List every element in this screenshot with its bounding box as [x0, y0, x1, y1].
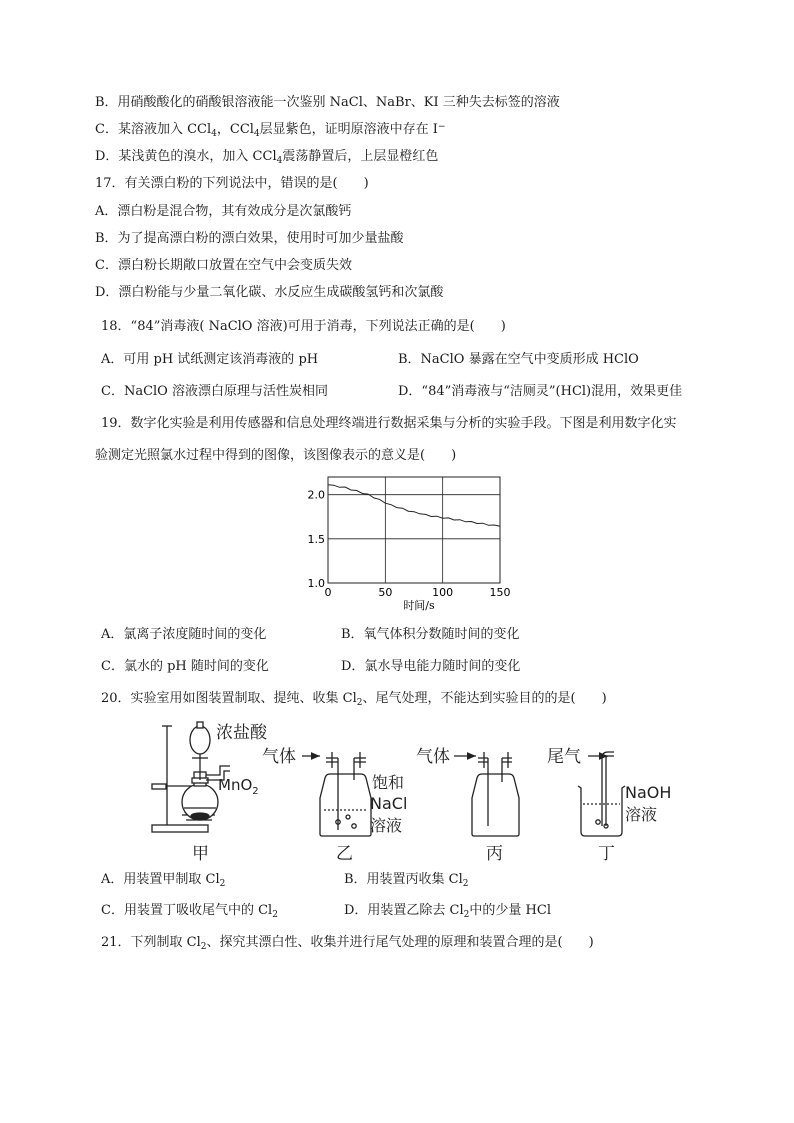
- label-bing: 丙: [486, 844, 503, 864]
- q17-option-a: A．漂白粉是混合物，其有效成分是次氯酸钙: [95, 204, 352, 219]
- q19-option-a: A．氯离子浓度随时间的变化: [101, 627, 267, 642]
- label-naoh: NaOH: [625, 783, 672, 802]
- apparatus-bing: [472, 752, 519, 836]
- chart-y-tick-label: 1.5: [307, 532, 325, 546]
- q19-option-d: D．氯水导电能力随时间的变化: [341, 659, 521, 674]
- q20-option-a: A．用装置甲制取 $Cl_2$: [101, 872, 226, 889]
- chart-x-tick-label: 50: [378, 586, 393, 599]
- chart-series-line: [328, 485, 500, 527]
- q16-option-b: B．用硝酸酸化的硝酸银溶液能一次鉴别 NaCl、NaBr、KI 三种失去标签的溶液: [95, 95, 560, 110]
- label-tail-gas: 尾气: [547, 747, 581, 767]
- label-solution-1: 溶液: [370, 816, 403, 835]
- chart-x-tick-label: 150: [489, 586, 511, 599]
- q16-option-d: D．某浅黄色的溴水，加入 CCl$_4$震荡静置后，上层显橙红色: [95, 149, 439, 166]
- label-jia: 甲: [192, 844, 209, 864]
- label-conc-hcl: 浓盐酸: [216, 723, 267, 743]
- chart-y-tick-label: 1.0: [307, 577, 325, 590]
- q19-stem-line1: 19．数字化实验是利用传感器和信息处理终端进行数据采集与分析的实验手段。下图是利用数字化实: [101, 416, 677, 431]
- q16-option-c: C．某溶液加入 CCl$_4$，CCl$_4$层显紫色，证明原溶液中存在 I−: [95, 122, 446, 139]
- q17-option-d: D．漂白粉能与少量二氧化碳、水反应生成碳酸氢钙和次氯酸: [95, 285, 444, 300]
- chart-x-tick-label: 0: [324, 586, 332, 599]
- apparatus-figure: [140, 718, 700, 866]
- label-solution-2: 溶液: [625, 805, 658, 824]
- label-mno2: MnO$_2$: [218, 776, 259, 797]
- q19-option-b: B．氧气体积分数随时间的变化: [341, 627, 520, 642]
- chart-frame: [328, 477, 500, 583]
- chart-grid: [328, 477, 500, 583]
- q18-option-a: A．可用 pH 试纸测定该消毒液的 pH: [101, 352, 319, 367]
- q17-stem: 17．有关漂白粉的下列说法中，错误的是( ): [95, 176, 369, 191]
- q19-option-c: C．氯水的 pH 随时间的变化: [101, 659, 269, 674]
- label-nacl: NaCl: [370, 794, 408, 813]
- label-gas-2: 气体: [416, 747, 450, 767]
- q19-stem-line2: 验测定光照氯水过程中得到的图像，该图像表示的意义是( ): [95, 448, 457, 463]
- q17-option-b: B．为了提高漂白粉的漂白效果，使用时可加少量盐酸: [95, 231, 404, 246]
- label-yi: 乙: [336, 844, 353, 864]
- label-ding: 丁: [598, 844, 615, 864]
- label-gas-1: 气体: [262, 747, 296, 767]
- q17-option-c: C．漂白粉长期敞口放置在空气中会变质失效: [95, 258, 352, 273]
- apparatus-ding: [578, 752, 625, 836]
- q18-option-c: C．NaClO 溶液漂白原理与活性炭相同: [101, 384, 328, 399]
- q18-option-d: D．“84”消毒液与“洁厕灵”(HCl)混用，效果更佳: [398, 384, 683, 399]
- q18-option-b: B．NaClO 暴露在空气中变质形成 HClO: [398, 352, 639, 367]
- ph-time-chart: [296, 474, 516, 614]
- q20-option-d: D．用装置乙除去 $Cl_2$中的少量 HCl: [344, 903, 551, 920]
- q20-stem: 20．实验室用如图装置制取、提纯、收集 $Cl_2$、尾气处理，不能达到实验目的的是( ): [101, 691, 607, 708]
- q20-option-b: B．用装置丙收集 $Cl_2$: [344, 872, 469, 889]
- label-saturated: 饱和: [372, 773, 405, 792]
- chart-x-tick-label: 100: [432, 586, 454, 599]
- q18-stem: 18．“84”消毒液( NaClO 溶液)可用于消毒，下列说法正确的是( ): [101, 319, 506, 334]
- chart-y-tick-label: 2.0: [307, 488, 325, 502]
- q20-option-c: C．用装置丁吸收尾气中的 $Cl_2$: [101, 903, 278, 920]
- apparatus-yi: [320, 752, 371, 836]
- q21-stem: 21．下列制取 $Cl_2$、探究其漂白性、收集并进行尾气处理的原理和装置合理的是( ): [101, 935, 594, 952]
- chart-tick-labels: [308, 489, 511, 599]
- chart-xlabel: 时间/s: [403, 599, 435, 612]
